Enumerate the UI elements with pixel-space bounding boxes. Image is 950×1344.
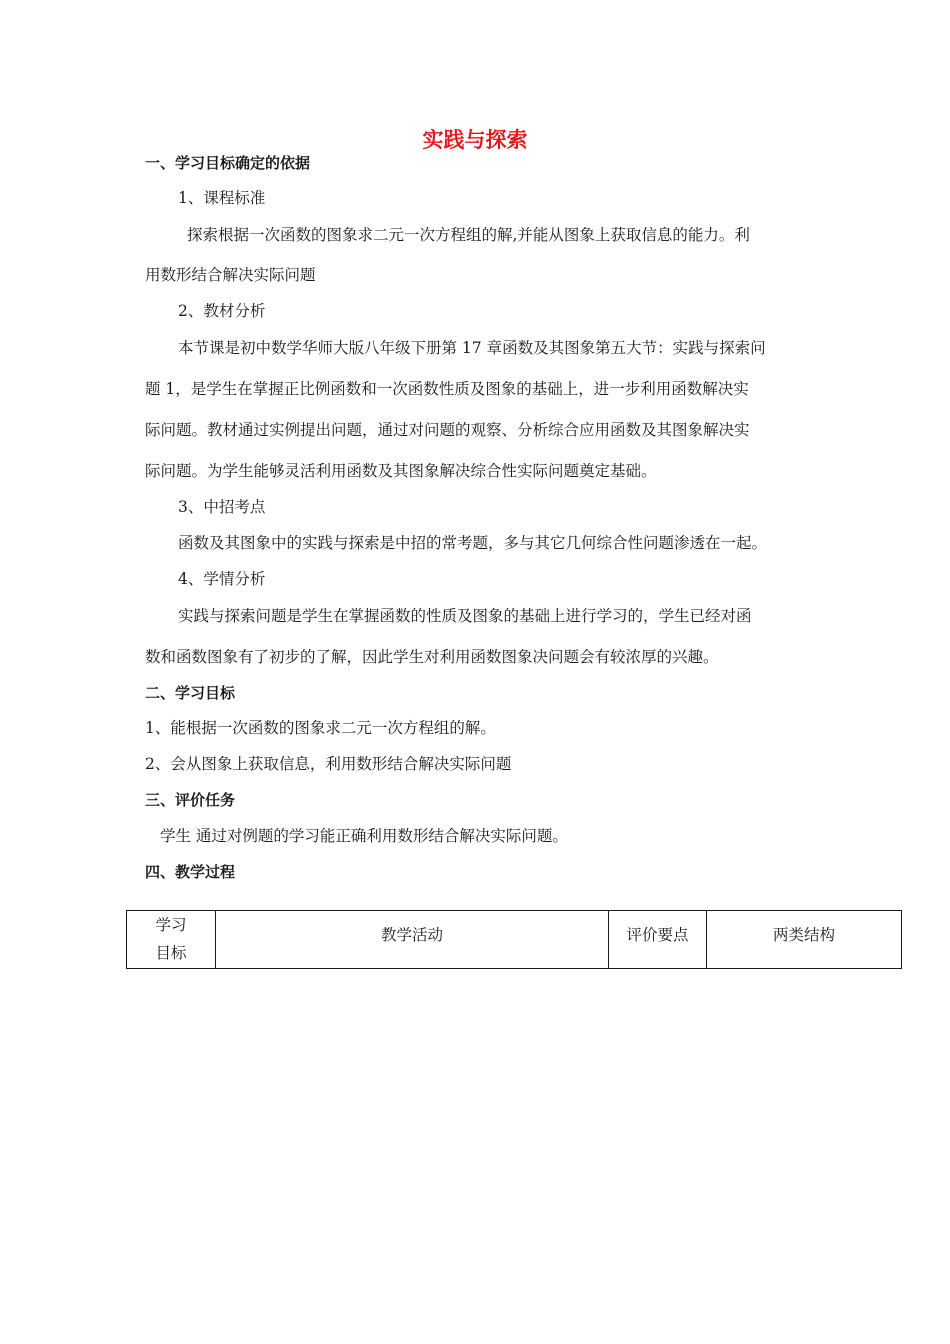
document-title: 实践与探索 — [422, 128, 528, 152]
section1-sub2-heading: 2、教材分析 — [178, 302, 266, 320]
section2-item2: 2、会从图象上获取信息，利用数形结合解决实际问题 — [145, 755, 512, 773]
header-two-structures: 两类结构 — [707, 911, 902, 969]
section2-item1: 1、能根据一次函数的图象求二元一次方程组的解。 — [145, 719, 496, 737]
section4-heading: 四、教学过程 — [145, 863, 236, 881]
table-header-row — [127, 911, 902, 969]
section1-sub2-line4: 际问题。为学生能够灵活利用函数及其图象解决综合性实际问题奠定基础。 — [145, 462, 657, 480]
section2-heading: 二、学习目标 — [145, 684, 236, 702]
section1-sub4-line2: 数和函数图象有了初步的了解，因此学生对利用函数图象决问题会有较浓厚的兴趣。 — [145, 648, 719, 666]
section1-sub1-heading: 1、课程标准 — [178, 189, 266, 207]
section1-heading: 一、学习目标确定的依据 — [145, 154, 311, 172]
section1-sub1-line2: 用数形结合解决实际问题 — [145, 266, 316, 284]
section1-sub1-line1: 探索根据一次函数的图象求二元一次方程组的解,并能从图象上获取信息的能力。利 — [187, 226, 750, 244]
header-teaching-activity: 教学活动 — [216, 911, 609, 969]
section1-sub2-line2: 题 1，是学生在掌握正比例函数和一次函数性质及图象的基础上，进一步利用函数解决实 — [145, 380, 749, 398]
header-learning-goal-line1: 学习 — [155, 916, 187, 934]
section3-text: 学生 通过对例题的学习能正确利用数形结合解决实际问题。 — [160, 827, 568, 845]
section1-sub2-line1: 本节课是初中数学华师大版八年级下册第 17 章函数及其图象第五大节：实践与探索问 — [178, 339, 766, 357]
section1-sub2-line3: 际问题。教材通过实例提出问题，通过对问题的观察、分析综合应用函数及其图象解决实 — [145, 421, 750, 439]
section1-sub4-line1: 实践与探索问题是学生在掌握函数的性质及图象的基础上进行学习的，学生已经对函 — [178, 607, 752, 625]
section1-sub3-line1: 函数及其图象中的实践与探索是中招的常考题，多与其它几何综合性问题渗透在一起。 — [178, 534, 768, 552]
section1-sub3-heading: 3、中招考点 — [178, 498, 266, 516]
header-learning-goal-line2: 目标 — [155, 944, 187, 962]
section1-sub4-heading: 4、学情分析 — [178, 570, 266, 588]
section3-heading: 三、评价任务 — [145, 791, 236, 809]
header-evaluation-points: 评价要点 — [609, 911, 707, 969]
teaching-process-table — [126, 910, 902, 969]
header-learning-goal — [127, 911, 216, 969]
